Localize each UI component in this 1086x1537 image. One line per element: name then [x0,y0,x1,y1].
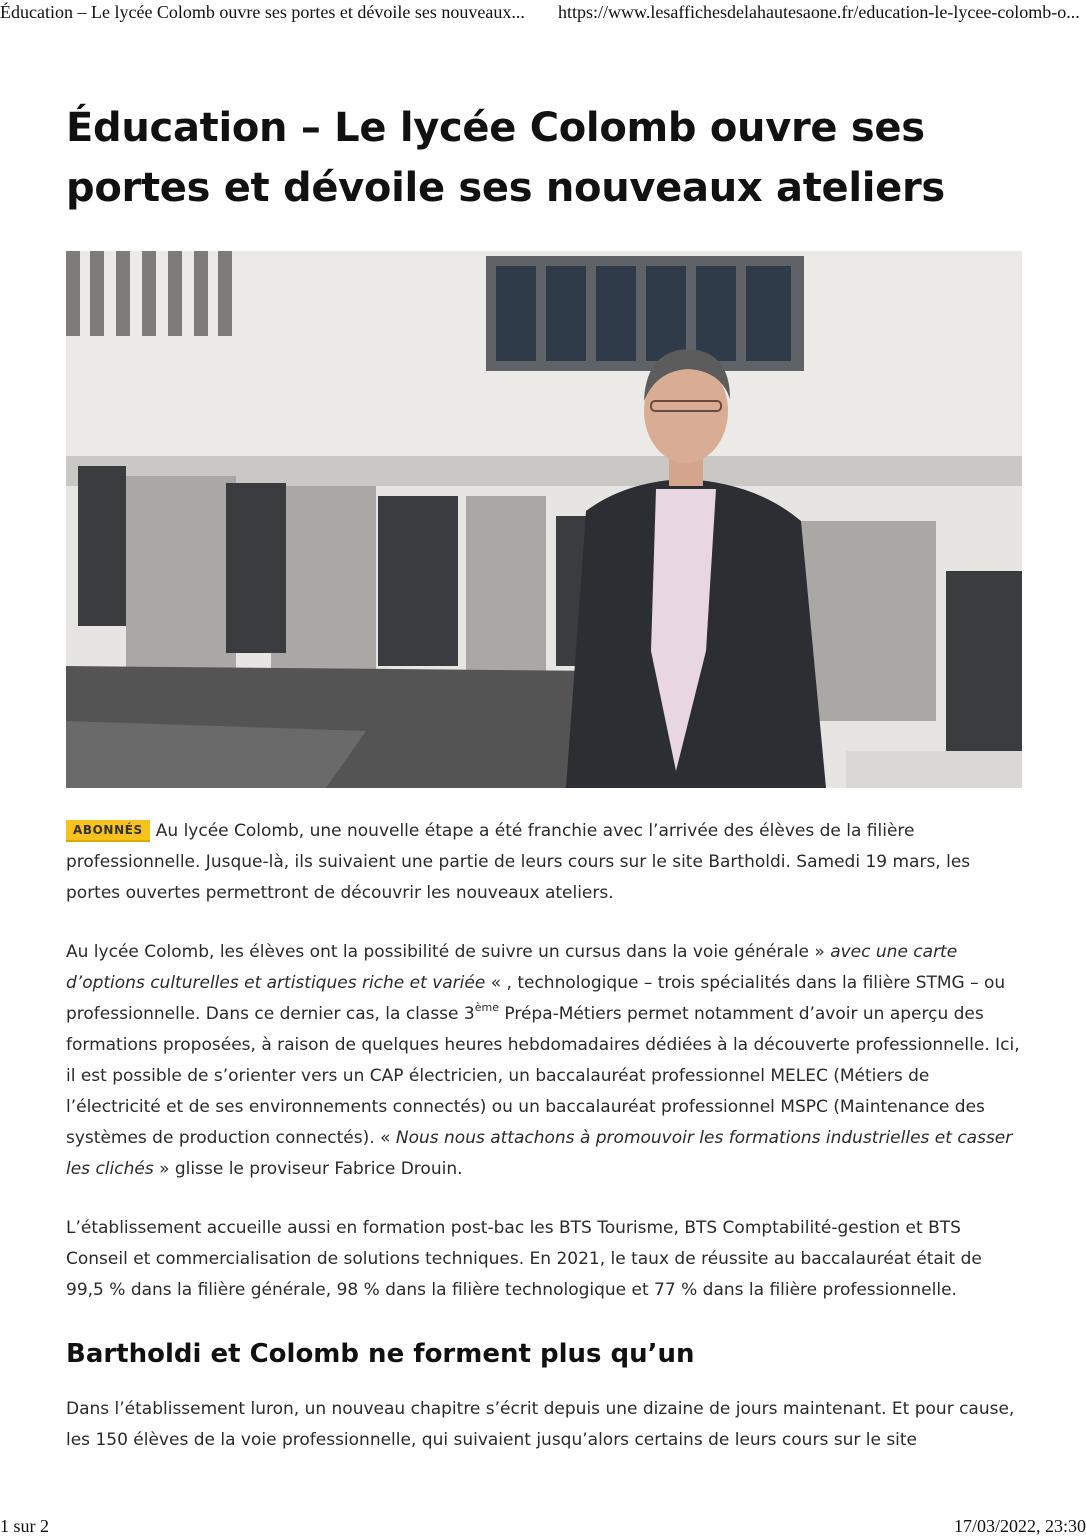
subscribers-badge[interactable]: ABONNÉS [66,820,150,842]
print-page-title: Éducation – Le lycée Colomb ouvre ses portes et dévoile ses nouveaux... [0,2,525,22]
article-body [66,816,1021,1484]
print-header [0,0,1086,26]
print-page-url[interactable]: https://www.lesaffichesdelahautesaone.fr/education-le-lycee-colomb-o... [558,2,1080,22]
article-title: Éducation – Le lycée Colomb ouvre ses portes et dévoile ses nouveaux ateliers [66,105,945,211]
print-datetime: 17/03/2022, 23:30 [953,1516,1086,1536]
hero-photo-illustration [66,251,1022,788]
lead-text: Au lycée Colomb, une nouvelle étape a été franchie avec l’arrivée des élèves de la filière professionnelle. Jusque-là, ils suivaient une partie de leurs cours sur le site Bartholdi. Samedi 19 mars, les portes ouvertes permettront de découvrir les nouveaux ateliers. [66,821,971,903]
ordinal-superscript: ème [474,1001,499,1014]
paragraph-post-bac: L’établissement accueille aussi en formation post-bac les BTS Tourisme, BTS Comptabilité-gestion et BTS Conseil et commercialisation de solutions techniques. En 2021, le taux de réussite au baccalauréat était de 99,5 % dans la filière générale, 98 % dans la filière technologique et 77 % dans la filière professionnelle. [66,1218,982,1300]
quote-options: avec une carte d’options culturelles et artistiques riche et variée [66,942,958,993]
paragraph-text: Au lycée Colomb, les élèves ont la possibilité de suivre un cursus dans la voie générale » [66,942,831,962]
quote-principal: Nous nous attachons à promouvoir les formations industrielles et casser les clichés [66,1128,1013,1179]
paragraph-text: » glisse le proviseur Fabrice Drouin. [153,1159,463,1179]
article-hero-image [66,251,1022,788]
paragraph-new-chapter: Dans l’établissement luron, un nouveau chapitre s’écrit depuis une dizaine de jours maintenant. Et pour cause, les 150 élèves de la voie professionnelle, qui suivaient jusqu’alors certains de leurs cours sur le site [66,1399,1015,1450]
print-page-number: 1 sur 2 [0,1516,49,1536]
paragraph-text: « , technologique – trois spécialités dans la filière STMG – ou professionnelle. Dans ce dernier cas, la classe 3 [66,973,1006,1024]
article-lead [66,816,1021,909]
print-footer [0,1514,1086,1536]
section-heading: Bartholdi et Colomb ne forment plus qu’un [66,1339,695,1369]
paragraph-text: Prépa-Métiers permet notamment d’avoir un aperçu des formations proposées, à raison de quelques heures hebdomadaires dédiées à la découverte professionnelle. Ici, il est possible de s’orienter vers un CAP électricien, un baccalauréat professionnel MELEC (Métiers de l’électricité et de ses environnements connectés) ou un baccalauréat professionnel MSPC (Maintenance des systèmes de production connectés). « [66,1004,1020,1148]
paragraph-curriculum [66,937,1021,1185]
